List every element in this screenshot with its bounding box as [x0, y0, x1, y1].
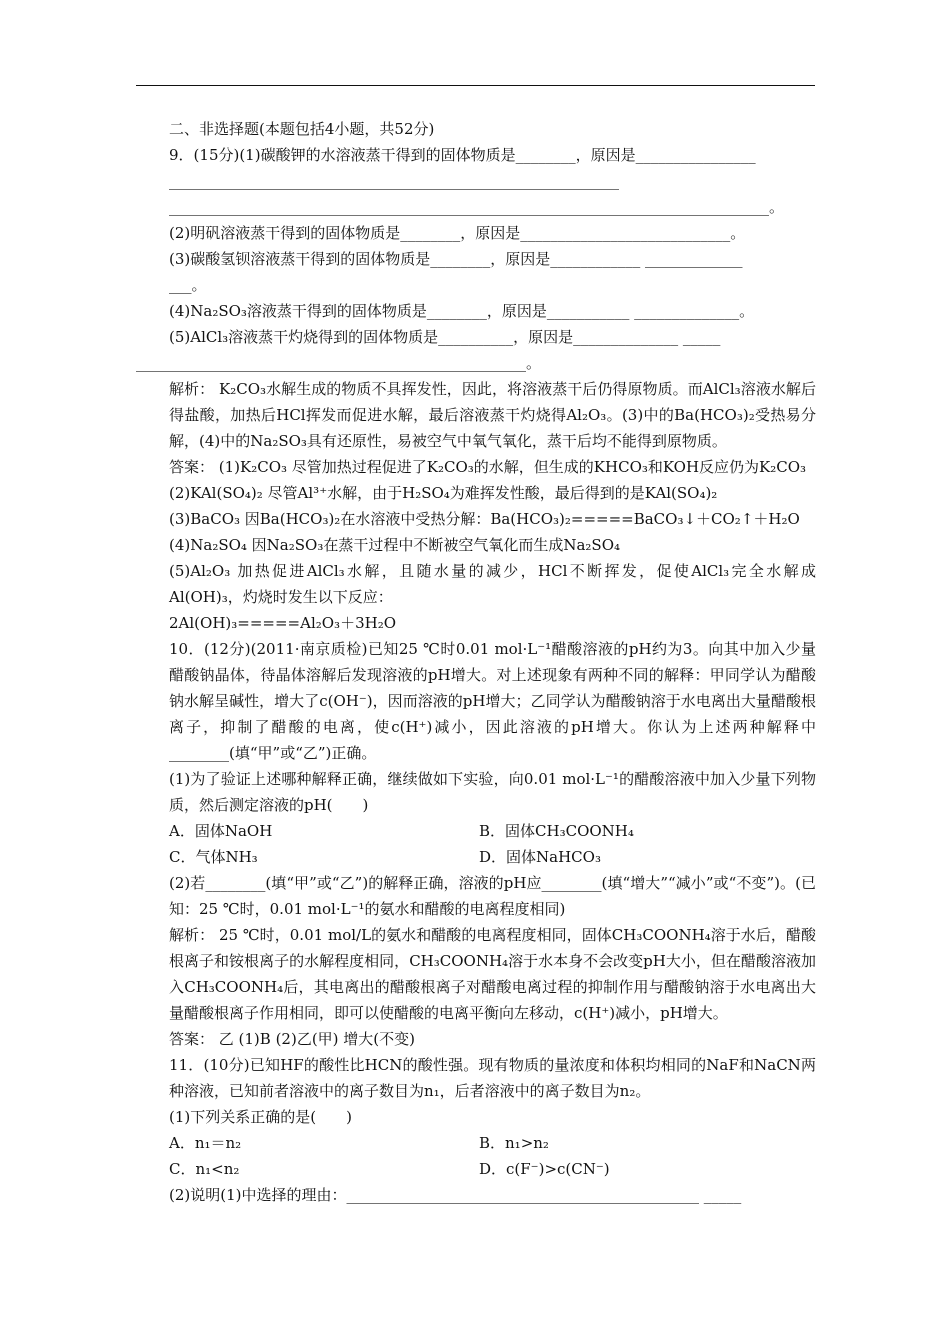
- q9-line: (5)AlCl₃溶液蒸干灼烧得到的固体物质是__________，原因是______________ _____: [169, 328, 721, 346]
- option-a: A．n₁＝n₂: [169, 1134, 242, 1152]
- q9-line: (4)Na₂SO₃溶液蒸干得到的固体物质是________，原因是___________ ______________。: [169, 302, 755, 320]
- q10-sub1: (1)为了验证上述哪种解释正确，继续做如下实验，向0.01 mol·L⁻¹的醋酸溶液中加入少量下列物质，然后测定溶液的pH( ): [169, 770, 816, 814]
- q9-analysis: 解析： K₂CO₃水解生成的物质不具挥发性，因此，将溶液蒸干后仍得原物质。而AlCl₃溶液水解后得盐酸，加热后HCl挥发而促进水解，最后溶液蒸干灼烧得Al₂O₃。(3)中的Ba(HCO₃)₂受热易分解，(4)中的Na₂SO₃具有还原性，易被空气中氧气氧化，蒸干后均不能得到原物质。: [169, 380, 816, 450]
- q9-line: ________________________________________________________________________________。: [169, 198, 785, 216]
- option-b: B．n₁>n₂: [479, 1134, 549, 1152]
- section-heading: 二、非选择题(本题包括4小题，共52分): [169, 120, 435, 138]
- q11-sub1: (1)下列关系正确的是( ): [169, 1108, 352, 1126]
- q9-line: (2)明矾溶液蒸干得到的固体物质是________，原因是____________________________。: [169, 224, 746, 242]
- q9-answer: (4)Na₂SO₄ 因Na₂SO₃在蒸干过程中不断被空气氧化而生成Na₂SO₄: [169, 536, 621, 554]
- q9-line: ____________________________________________________________: [169, 172, 619, 190]
- document-body: [136, 116, 816, 1208]
- q10-analysis: 解析： 25 ℃时，0.01 mol/L的氨水和醋酸的电离程度相同，固体CH₃COONH₄溶于水后，醋酸根离子和铵根离子的水解程度相同，CH₃COONH₄溶于水本身不会改变pH大小，但在醋酸溶液加入CH₃COONH₄后，其电离出的醋酸根离子对醋酸电离过程的抑制作用与醋酸钠溶于水电离出大量醋酸根离子作用相同，即可以使醋酸的电离平衡向左移动，c(H⁺)减小，pH增大。: [169, 926, 816, 1022]
- q9-answer: (5)Al₂O₃ 加热促进AlCl₃水解，且随水量的减少，HCl不断挥发，促使AlCl₃完全水解成Al(OH)₃，灼烧时发生以下反应：: [169, 562, 816, 606]
- q10-answer: 答案： 乙 (1)B (2)乙(甲) 增大(不变): [169, 1030, 415, 1048]
- question-10: [136, 636, 816, 1052]
- q10-stem: 10．(12分)(2011·南京质检)已知25 ℃时0.01 mol·L⁻¹醋酸溶液的pH约为3。向其中加入少量醋酸钠晶体，待晶体溶解后发现溶液的pH增大。对上述现象有两种不同的解释：甲同学认为醋酸钠水解呈碱性，增大了c(OH⁻)，因而溶液的pH增大；乙同学认为醋酸钠溶于水电离出大量醋酸根离子，抑制了醋酸的电离，使c(H⁺)减小，因此溶液的pH增大。你认为上述两种解释中________(填“甲”或“乙”)正确。: [169, 640, 816, 762]
- header-rule: [136, 85, 815, 86]
- q9-line: 9．(15分)(1)碳酸钾的水溶液蒸干得到的固体物质是________，原因是________________: [169, 146, 756, 164]
- question-9: [136, 142, 816, 636]
- q9-line: ____________________________________________________。: [136, 354, 542, 372]
- q9-answer: (2)KAl(SO₄)₂ 尽管Al³⁺水解，由于H₂SO₄为难挥发性酸，最后得到的是KAl(SO₄)₂: [169, 484, 718, 502]
- q9-answer: 答案： (1)K₂CO₃ 尽管加热过程促进了K₂CO₃的水解，但生成的KHCO₃和KOH反应仍为K₂CO₃: [169, 458, 807, 476]
- option-row: [136, 818, 816, 844]
- option-d: D．c(F⁻)>c(CN⁻): [479, 1160, 610, 1178]
- option-c: C．气体NH₃: [169, 848, 258, 866]
- q11-stem: 11．(10分)已知HF的酸性比HCN的酸性强。现有物质的量浓度和体积均相同的NaF和NaCN两种溶液，已知前者溶液中的离子数目为n₁，后者溶液中的离子数目为n₂。: [169, 1056, 816, 1100]
- option-row: [136, 1130, 816, 1156]
- question-11: [136, 1052, 816, 1208]
- option-b: B．固体CH₃COONH₄: [479, 822, 634, 840]
- q11-sub2: (2)说明(1)中选择的理由：_______________________________________________ _____: [169, 1186, 742, 1204]
- option-a: A．固体NaOH: [169, 822, 273, 840]
- q10-sub2: (2)若________(填“甲”或“乙”)的解释正确，溶液的pH应________(填“增大”“减小”或“不变”)。(已知：25 ℃时，0.01 mol·L⁻¹的氨水和醋酸的电离程度相同): [169, 874, 816, 918]
- option-row: [136, 844, 816, 870]
- q9-line: (3)碳酸氢钡溶液蒸干得到的固体物质是________，原因是____________ _____________: [169, 250, 743, 268]
- q9-line: ___。: [169, 276, 207, 294]
- option-row: [136, 1156, 816, 1182]
- option-d: D．固体NaHCO₃: [479, 848, 601, 866]
- q9-answer: 2Al(OH)₃=====Al₂O₃＋3H₂O: [169, 614, 396, 632]
- option-c: C．n₁<n₂: [169, 1160, 240, 1178]
- q9-answer: (3)BaCO₃ 因Ba(HCO₃)₂在水溶液中受热分解：Ba(HCO₃)₂=====BaCO₃↓＋CO₂↑＋H₂O: [169, 510, 800, 528]
